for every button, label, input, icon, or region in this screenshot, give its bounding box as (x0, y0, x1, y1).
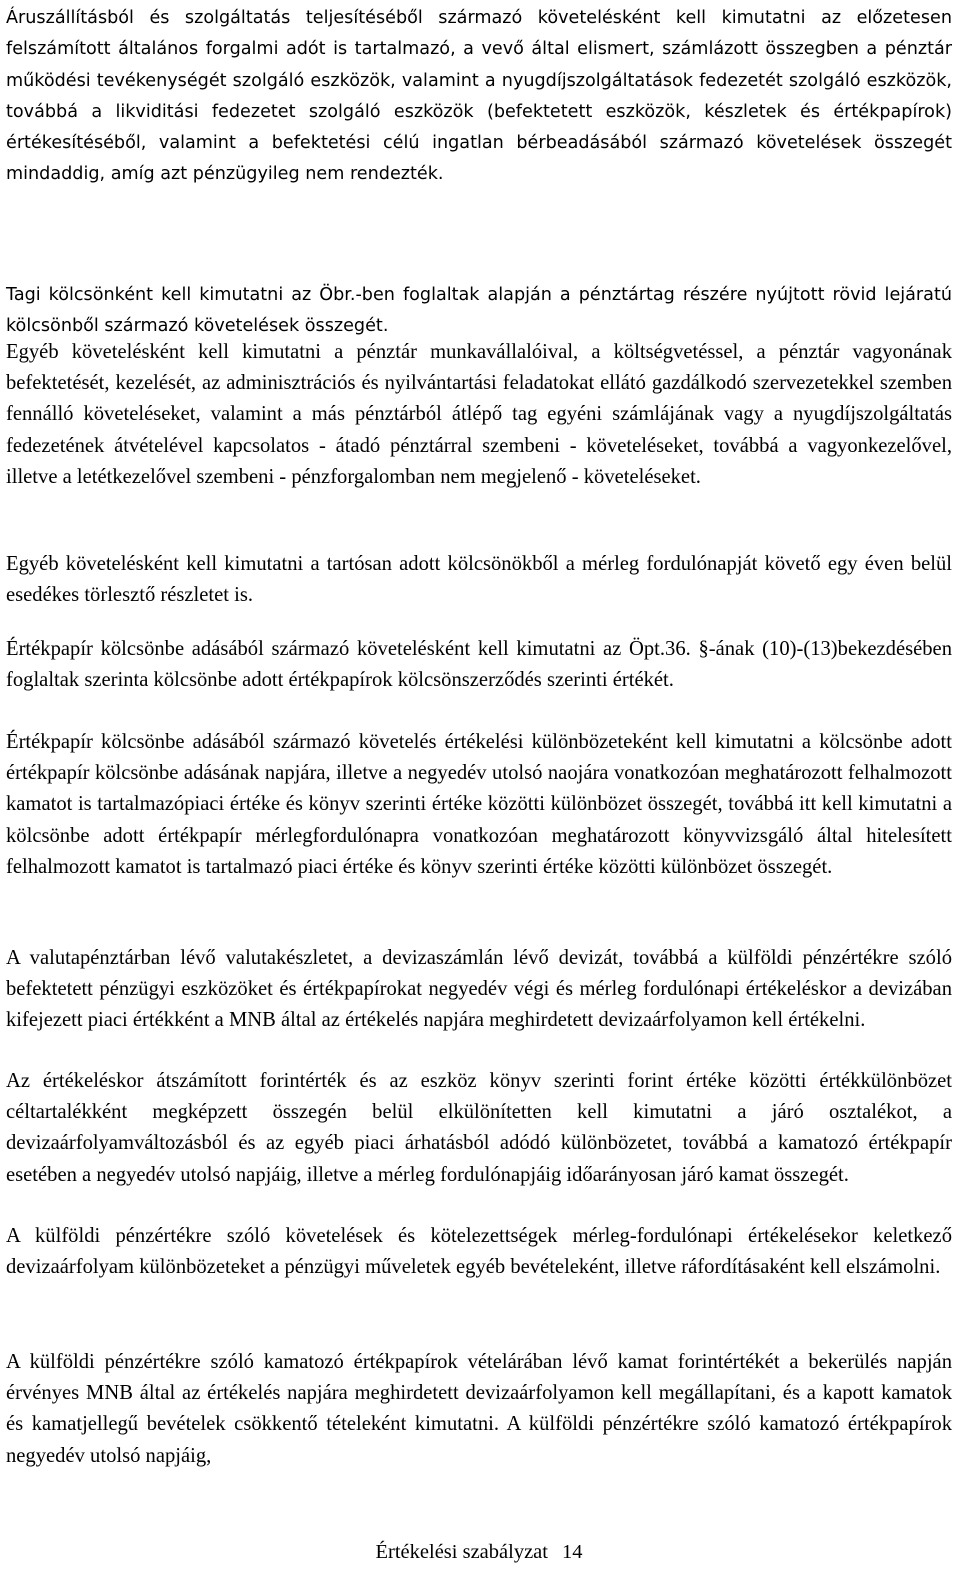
paragraph-foreign-interest-securities: A külföldi pénzértékre szóló kamatozó értékpapírok vételárában lévő kamat forintértékét a bekerülés napján érvényes MNB által az értékelés napjára meghirdetett devizaárfolyamon kell megállapítani, és a kapott kamatok és kamatjellegű bevételek csökkentő tételeként kimutatni. A külföldi pénzértékre szóló kamatozó értékpapírok negyedév utolsó napjáig, (6, 1351, 952, 1467)
paragraph-member-loans: Tagi kölcsönként kell kimutatni az Öbr.-ben foglaltak alapján a pénztártag részére nyújtott rövid lejáratú kölcsönből származó követelések összegét. (6, 285, 952, 337)
section-symbol: § (698, 638, 709, 660)
document-page (6, 0, 952, 1586)
paragraph-foreign-currency-valuation: A valutapénztárban lévő valutakészletet, a devizaszámlán lévő devizát, továbbá a külföldi pénzértékre szóló befektetett pénzügyi eszközöket és értékpapírokat negyedév végi és mérleg fordulónapi értékeléskor a devizában kifejezett piaci értékként a MNB által az értékelés napjára meghirdetett devizaárfolyamon kell értékelni. (6, 947, 952, 1032)
paragraph-securities-lending-valuation: Értékpapír kölcsönbe adásából származó követelés értékelési különbözeteként kell kimutatni a kölcsönbe adott értékpapír kölcsönbe adásának napjára, illetve a negyedév utolsó naojára vonatkozóan meghatározott felhalmozott kamatot is tartalmazópiaci értéke és könyv szerinti értéke közötti különbözet összegét, továbbá itt kell kimutatni a kölcsönbe adott értékpapír mérlegfordulónapra vonatkozóan meghatározott könyvvizsgáló által hitelesített felhalmozott kamatot is tartalmazó piaci értéke és könyv szerinti értéke közötti különbözet összegét. (6, 731, 952, 878)
paragraph-securities-lending: Értékpapír kölcsönbe adásából származó követelésként kell kimutatni az Öpt.36. §-ának (10)-(13)bekezdésében foglaltak szerinta kölcsönbe adott értékpapírok kölcsönszerződés szerinti értékét. (6, 638, 952, 692)
paragraph-long-term-loans: Egyéb követelésként kell kimutatni a tartósan adott kölcsönökből a mérleg fordulónapját követő egy éven belül esedékes törlesztő részletet is. (6, 553, 952, 607)
paragraph-receivables-sales: Áruszállításból és szolgáltatás teljesítéséből származó követelésként kell kimutatni az előzetesen felszámított általános forgalmi adót is tartalmazó, a vevő által elismert, számlázott összegben a pénztár működési tevékenységét szolgáló eszközök, valamint a nyugdíjszolgáltatások fedezetét szolgáló eszközök, továbbá a likviditási fedezetet szolgáló eszközök (befektetett eszközök, készletek és értékpapírok) értékesítéséből, valamint a befektetési célú ingatlan bérbeadásából származó követelések összegét mindaddig, amíg azt pénzügyileg nem rendezték. (6, 8, 952, 185)
page-footer (6, 1538, 952, 1566)
footer-page-number: 14 (561, 1541, 583, 1563)
paragraph-exchange-rate-differences: A külföldi pénzértékre szóló követelések és kötelezettségek mérleg-fordulónapi értékelésekor keletkező devizaárfolyam különbözeteket a pénzügyi műveletek egyéb bevételeként, illetve ráfordításaként kell elszámolni. (6, 1225, 952, 1279)
paragraph-valuation-difference: Az értékeléskor átszámított forintérték és az eszköz könyv szerinti forint értéke közötti értékkülönbözet céltartalékként megképzett összegén belül elkülönítetten kell kimutatni a járó osztalékot, a devizaárfolyamváltozásból és az egyéb piaci árhatásból adódó különbözetet, továbbá a kamatozó értékpapír esetében a negyedév utolsó napjáig, illetve a mérleg fordulónapjáig időarányosan járó kamat összegét. (6, 1070, 952, 1186)
footer-title: Értékelési szabályzat (375, 1541, 548, 1563)
paragraph-other-receivables: Egyéb követelésként kell kimutatni a pénztár munkavállalóival, a költségvetéssel, a pénztár vagyonának befektetését, kezelését, az adminisztrációs és nyilvántartási feladatokat ellátó gazdálkodó szervezetekkel szemben fennálló követeléseket, valamint a más pénztárból átlépő tag egyéni számlájának vagy a nyugdíjszolgáltatás fedezetének átvételével kapcsolatos - átadó pénztárral szembeni - követeléseket, továbbá a vagyonkezelővel, illetve a letétkezelővel szembeni - pénzforgalomban nem megjelenő - követeléseket. (6, 341, 952, 488)
